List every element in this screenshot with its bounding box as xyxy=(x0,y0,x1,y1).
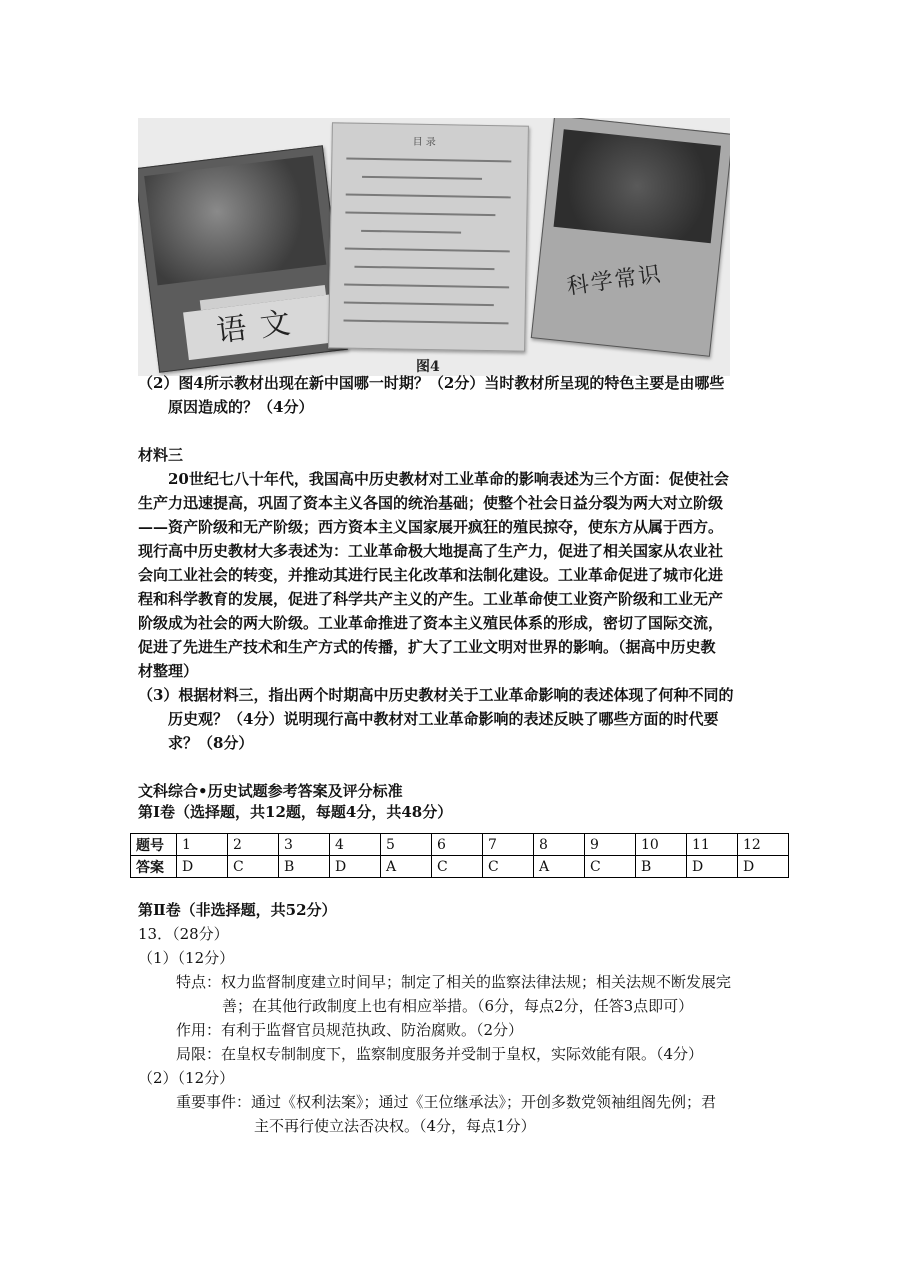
text-line: 材料三 xyxy=(138,446,184,464)
cover-illustration xyxy=(144,155,326,285)
answer-table xyxy=(130,833,789,878)
text-line: （1）（12分） xyxy=(138,949,235,967)
text-line: （2）图4所示教材出现在新中国哪一时期？（2分）当时教材所呈现的特色主要是由哪些 xyxy=(138,374,725,392)
text-line: 特点：权力监督制度建立时间早；制定了相关的监察法律法规；相关法规不断发展完 xyxy=(176,973,732,991)
contents-line xyxy=(344,320,509,325)
text-line: （3）根据材料三，指出两个时期高中历史教材关于工业革命影响的表述体现了何种不同的 xyxy=(138,686,734,704)
table-cell: C xyxy=(483,856,534,878)
contents-line xyxy=(354,266,494,270)
textbook-cover-science xyxy=(531,118,730,357)
text-line: 主不再行使立法否决权。（4分，每点1分） xyxy=(254,1117,536,1135)
table-cell: B xyxy=(279,856,330,878)
table-cell: 10 xyxy=(636,834,687,856)
cover-illustration xyxy=(554,129,721,243)
text-line: 第Ⅱ卷（非选择题，共52分） xyxy=(138,901,337,919)
contents-line xyxy=(361,230,461,234)
text-line: 局限：在皇权专制制度下，监察制度服务并受制于皇权，实际效能有限。（4分） xyxy=(176,1045,704,1063)
table-cell: A xyxy=(534,856,585,878)
text-line: 第Ⅰ卷（选择题，共12题，每题4分，共48分） xyxy=(138,803,453,821)
table-row xyxy=(131,834,789,856)
table-cell: C xyxy=(432,856,483,878)
table-cell: 3 xyxy=(279,834,330,856)
textbook-figure xyxy=(138,118,730,376)
table-cell: D xyxy=(177,856,228,878)
contents-line xyxy=(344,302,494,307)
cover-title: 语文 xyxy=(183,294,338,360)
table-cell: A xyxy=(381,856,432,878)
contents-line xyxy=(344,284,509,289)
contents-line xyxy=(345,248,510,253)
table-header-cell: 答案 xyxy=(131,856,177,878)
text-line: ——资产阶级和无产阶级；西方资本主义国家展开疯狂的殖民掠夺，使东方从属于西方。 xyxy=(138,518,724,536)
table-cell: 6 xyxy=(432,834,483,856)
table-cell: C xyxy=(585,856,636,878)
text-line: 20世纪七八十年代，我国高中历史教材对工业革命的影响表述为三个方面：促使社会 xyxy=(168,470,729,488)
text-line: 历史观？（4分）说明现行高中教材对工业革命影响的表述反映了哪些方面的时代要 xyxy=(168,710,719,728)
table-cell: 9 xyxy=(585,834,636,856)
figure-caption: 图4 xyxy=(416,359,440,375)
text-line: 善；在其他行政制度上也有相应举措。（6分，每点2分，任答3点即可） xyxy=(222,997,694,1015)
text-line: 重要事件：通过《权利法案》；通过《王位继承法》；开创多数党领袖组阁先例；君 xyxy=(176,1093,717,1111)
text-line: 促进了先进生产技术和生产方式的传播，扩大了工业文明对世界的影响。（据高中历史教 xyxy=(138,638,716,656)
text-line: 生产力迅速提高，巩固了资本主义各国的统治基础；使整个社会日益分裂为两大对立阶级 xyxy=(138,494,724,512)
text-line: 会向工业社会的转变，并推动其进行民主化改革和法制化建设。工业革命促进了城市化进 xyxy=(138,566,724,584)
text-line: 阶级成为社会的两大阶级。工业革命推进了资本主义殖民体系的形成，密切了国际交流， xyxy=(138,614,724,632)
contents-heading: 目 录 xyxy=(412,136,436,149)
table-cell: 1 xyxy=(177,834,228,856)
contents-line xyxy=(346,158,511,163)
text-line: （2）（12分） xyxy=(138,1069,235,1087)
table-row xyxy=(131,856,789,878)
table-cell: B xyxy=(636,856,687,878)
table-cell: D xyxy=(330,856,381,878)
table-cell: D xyxy=(738,856,789,878)
table-cell: D xyxy=(687,856,738,878)
text-line: 现行高中历史教材大多表述为：工业革命极大地提高了生产力，促进了相关国家从农业社 xyxy=(138,542,724,560)
table-cell: 7 xyxy=(483,834,534,856)
textbook-cover-chinese xyxy=(138,145,348,373)
text-line: 材整理） xyxy=(138,662,199,680)
table-cell: 4 xyxy=(330,834,381,856)
contents-line xyxy=(362,176,482,180)
text-line: 求？（8分） xyxy=(168,734,254,752)
contents-line xyxy=(345,212,495,217)
text-line: 作用：有利于监督官员规范执政、防治腐败。（2分） xyxy=(176,1021,524,1039)
table-cell: 2 xyxy=(228,834,279,856)
textbook-contents-page xyxy=(328,122,529,351)
table-cell: 8 xyxy=(534,834,585,856)
text-line: 程和科学教育的发展，促进了科学共产主义的产生。工业革命使工业资产阶级和工业无产 xyxy=(138,590,724,608)
cover-title: 科学常识 xyxy=(565,261,664,300)
table-cell: 11 xyxy=(687,834,738,856)
text-line: 原因造成的？（4分） xyxy=(168,398,314,416)
text-line: 文科综合•历史试题参考答案及评分标准 xyxy=(138,782,403,800)
table-cell: C xyxy=(228,856,279,878)
contents-line xyxy=(346,194,511,199)
table-cell: 12 xyxy=(738,834,789,856)
table-cell: 5 xyxy=(381,834,432,856)
table-header-cell: 题号 xyxy=(131,834,177,856)
text-line: 13．（28分） xyxy=(138,925,229,943)
